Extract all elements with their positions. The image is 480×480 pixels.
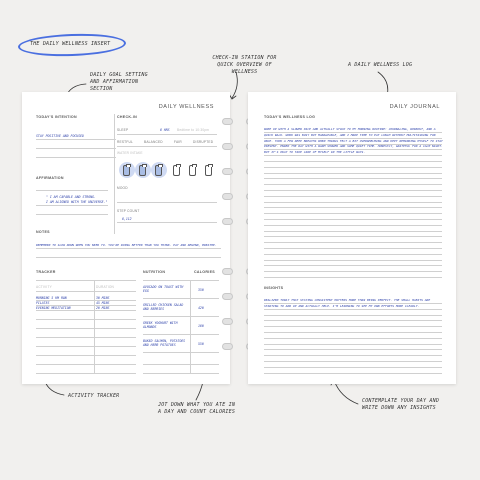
nutrition-row-3-food: GREEK YOGHURT WITH ALMONDS (143, 321, 178, 330)
water-bottle-1-icon[interactable] (123, 165, 130, 176)
calories-label: CALORIES (194, 270, 215, 274)
ruled-line (264, 236, 442, 237)
ruled-line (264, 161, 442, 162)
tracker-row-2-duration: 45 MINS (96, 301, 110, 305)
ruled-line (264, 326, 442, 327)
insights-text: REALIZED TODAY THAT STAYING CONSISTENT MATTERS MORE THAN BEING PERFECT. THE SMALL HABITS ARE STARTING TO ADD UP AND ACTUALLY HELP. I'M LEARNING TO SEE MY OWN EFFORTS MORE CLEARLY. (264, 298, 431, 308)
binder-disc (222, 193, 233, 200)
sleep-value: 8 HRS (160, 128, 170, 132)
ruled-line (264, 355, 442, 356)
water-label: WATER INTAKE (117, 151, 143, 155)
ruled-line (264, 349, 442, 350)
binder-disc (222, 318, 233, 325)
sleep-label: SLEEP (117, 128, 129, 132)
ruled-line (264, 271, 442, 272)
wellness-log-text: WOKE UP WITH A SLOWER PACE AND ACTUALLY STUCK TO MY MORNING ROUTINE: JOURNALING, WORKOUT, AND A QUICK WALK. WORK WAS BUSY BUT MANAGEABLE, AND I MADE TIME TO EAT LUNCH WITHOUT MULTITASKING FOR ONCE. TOOK A FEW DEEP BREATHS WHEN THINGS FELT A BIT OVERWHELMING AND KEPT REMINDING MYSELF TO STAY PRESENT. ENDED THE DAY WITH A WARM SHOWER AND SOME QUIET TIME. HONESTLY, GRATEFUL FOR A CALM NIGHT. BUT IT'S OKAY TO TAKE CARE OF MYSELF IN THE LITTLE WAYS. (264, 127, 443, 155)
ruled-line (264, 254, 442, 255)
ruled-line (264, 231, 442, 232)
mood-option-disrupted[interactable]: DISRUPTED (193, 140, 214, 144)
tracker-row-2-activity: PILATES (36, 301, 50, 305)
tracker-col-activity: ACTIVITY (36, 285, 52, 289)
ruled-line (264, 367, 442, 368)
ruled-line (264, 248, 442, 249)
ruled-line (264, 332, 442, 333)
ruled-line (264, 144, 442, 145)
ruled-line (264, 315, 442, 316)
ruled-line (264, 373, 442, 374)
insights-label: INSIGHTS (264, 286, 284, 290)
tracker-row-3-duration: 20 MINS (96, 306, 110, 310)
goal-annotation: DAILY GOAL SETTING AND AFFIRMATION SECTION (90, 72, 148, 92)
daily-wellness-page (22, 92, 230, 384)
binder-disc (222, 118, 233, 125)
affirmation-line-1: " I AM CAPABLE AND STRONG. (46, 195, 96, 199)
intention-label: TODAY'S INTENTION (36, 115, 77, 119)
checkin-annotation: CHECK-IN STATION FOR QUICK OVERVIEW OF WELLNESS (212, 55, 277, 75)
ruled-line (264, 265, 442, 266)
nutrition-label: NUTRITION (143, 270, 166, 274)
nutrition-row-4-cal: 550 (198, 342, 204, 346)
mood-label: MOOD (117, 186, 128, 190)
ruled-line (264, 155, 442, 156)
mood-option-restful[interactable]: RESTFUL (117, 140, 133, 144)
page-title: DAILY JOURNAL (389, 104, 440, 110)
nutrition-row-2-cal: 420 (198, 306, 204, 310)
nutrition-row-1-food: AVOCADO ON TOAST WITH EGG (143, 285, 184, 294)
step-count-value: 8,112 (122, 217, 132, 221)
nutrition-row-1-cal: 350 (198, 288, 204, 292)
ruled-line (264, 260, 442, 261)
ruled-line (264, 196, 442, 197)
binder-disc (222, 293, 233, 300)
notes-value: REMEMBER TO SLOW DOWN WHEN YOU NEED TO. YOU'RE DOING BETTER THAN YOU THINK. PAY AND REWIND, BREATHE. (36, 243, 217, 247)
ruled-line (264, 132, 442, 133)
nutrition-row-3-cal: 180 (198, 324, 204, 328)
ruled-line (264, 184, 442, 185)
ruled-line (264, 213, 442, 214)
binder-disc (222, 268, 233, 275)
affirmation-line-2: I AM ALIGNED WITH THE UNIVERSE." (46, 200, 108, 204)
checkin-label: CHECK-IN (117, 115, 137, 119)
water-bottle-2-icon[interactable] (139, 165, 146, 176)
binder-disc (222, 168, 233, 175)
tracker-row-1-duration: 30 MINS (96, 296, 110, 300)
ruled-line (264, 207, 442, 208)
ruled-line (264, 320, 442, 321)
water-bottle-6-icon[interactable] (205, 165, 212, 176)
ruled-line (264, 344, 442, 345)
ruled-line (264, 178, 442, 179)
nutrition-annotation: JOT DOWN WHAT YOU ATE IN A DAY AND COUNT CALORIES (158, 402, 236, 415)
contemplate-annotation: CONTEMPLATE YOUR DAY AND WRITE DOWN ANY INSIGHTS (362, 398, 440, 411)
tracker-row-3-activity: EVENING MEDITATION (36, 306, 71, 310)
ruled-line (264, 167, 442, 168)
tracker-row-1-activity: MORNING 5 KM RUN (36, 296, 67, 300)
water-bottle-4-icon[interactable] (173, 165, 180, 176)
daily-journal-page (248, 92, 456, 384)
notes-label: NOTES (36, 230, 50, 234)
ruled-line (264, 242, 442, 243)
step-count-label: STEP COUNT (117, 209, 140, 213)
nutrition-row-2-food: GRILLED CHICKEN SALAD AND BERRIES (143, 303, 184, 312)
ruled-line (264, 190, 442, 191)
binder-disc (222, 343, 233, 350)
ruled-line (264, 149, 442, 150)
ruled-line (264, 277, 442, 278)
activity-annotation: ACTIVITY TRACKER (68, 393, 120, 399)
affirmation-label: AFFIRMATION (36, 176, 64, 180)
ruled-line (264, 219, 442, 220)
mood-option-balanced[interactable]: BALANCED (144, 140, 163, 144)
water-bottle-3-icon[interactable] (155, 165, 162, 176)
page-title: DAILY WELLNESS (158, 104, 214, 110)
ruled-line (264, 361, 442, 362)
sleep-extra: Bedtime to 10:30pm (177, 128, 210, 132)
title-badge: THE DAILY WELLNESS INSERT (30, 41, 111, 47)
log-annotation: A DAILY WELLNESS LOG (348, 62, 413, 68)
binder-disc (222, 218, 233, 225)
intention-value: STAY POSITIVE AND FOCUSED (36, 134, 84, 138)
nutrition-row-4-food: BAKED SALMON, POTATOES AND HERB POTATOES (143, 339, 186, 348)
tracker-label: TRACKER (36, 270, 56, 274)
ruled-line (264, 303, 442, 304)
ruled-line (264, 202, 442, 203)
ruled-line (264, 309, 442, 310)
ruled-line (264, 338, 442, 339)
ruled-line (264, 173, 442, 174)
ruled-line (264, 225, 442, 226)
tracker-col-duration: DURATION (96, 285, 115, 289)
binder-disc (222, 143, 233, 150)
wellness-log-label: TODAY'S WELLNESS LOG (264, 115, 316, 119)
mood-option-fair[interactable]: FAIR (174, 140, 182, 144)
ruled-line (264, 138, 442, 139)
water-bottle-5-icon[interactable] (189, 165, 196, 176)
